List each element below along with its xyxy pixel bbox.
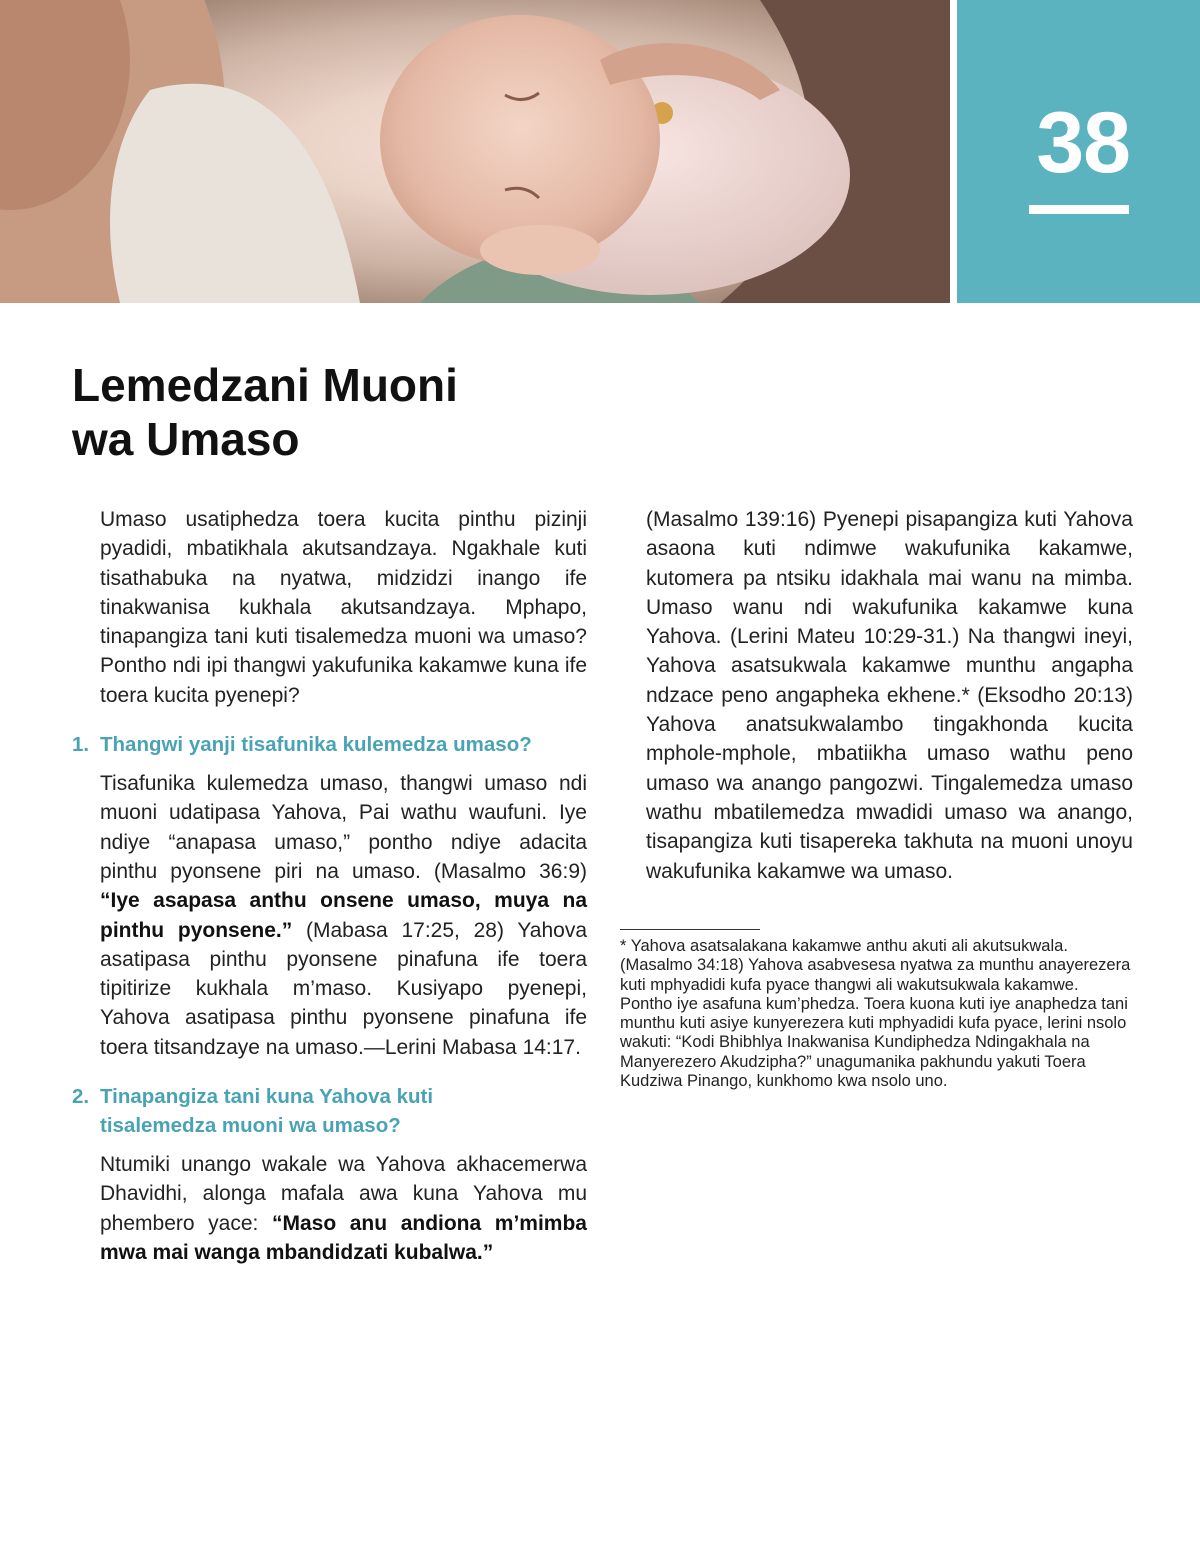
question-2-line-1: Tinapangiza tani kuna Yahova kuti [100, 1085, 434, 1109]
right-column [620, 505, 1133, 886]
answer-2-quote: “Maso anu andiona m’mimba mwa mai wanga mbandidzati kubalwa.” [100, 1211, 587, 1264]
question-2-number: 2. [72, 1085, 90, 1109]
title-line-1: Lemedzani Muoni [72, 359, 458, 411]
lesson-number-underline [1029, 205, 1129, 214]
footnote: * Yahova asatsalakana kakamwe anthu akuti ali akutsukwala. (Masalmo 34:18) Yahova asabvesesa nyatwa za munthu anayerezera kuti mphyadidi kufa pyace thangwi ali wakutsukwala kakamwe. Pontho iye asafuna kum’phedza. Toera kuona kuti iye anaphedza tani munthu kuti asiye kunyerezera kuti mphyadidi kufa pyace, lerini nsolo wakuti: “Kodi Bhibhlya Inakwanisa Kundiphedza Ndingakhala na Manyerezero Akudzipha?” unagumanika pakhundu yakuti Toera Kudziwa Pinango, kunkhomo kwa nsolo uno. [620, 937, 1131, 1091]
page-title [72, 358, 632, 466]
question-2 [72, 1082, 587, 1140]
answer-2-text-a: Ntumiki unango wakale wa Yahova akhacemerwa Dhavidhi, alonga mafala awa kuna Yahova mu phembero yace: [100, 1153, 587, 1235]
left-column [72, 505, 587, 1267]
footnote-divider [620, 929, 760, 930]
question-2-text [100, 1082, 587, 1140]
title-line-2: wa Umaso [72, 413, 300, 465]
lesson-number-tab [957, 0, 1200, 303]
question-1 [72, 730, 587, 759]
answer-1-paragraph [72, 769, 587, 1062]
question-1-number: 1. [72, 733, 90, 757]
answer-2-continuation: (Masalmo 139:16) Pyenepi pisapangiza kuti Yahova asaona kuti ndimwe wakufunika kakamwe, kutomera pa ntsiku idakhala mai wanu na mimba. Umaso wanu ndi wakufunika kakamwe kuna Yahova. (Lerini Mateu 10:29-31.) Na thangwi ineyi, Yahova asatsukwala kakamwe munthu angapha ndzace peno angapheka ekhene.* (Eksodho 20:13) Yahova anatsukwalambo tingakhonda kucita mphole-mphole, mbatiikha umaso wathu peno umaso wa anango pangozwi. Tingalemedza umaso wathu mbatilemedza mwadidi umaso wa anango, tisapangiza kuti tisapereka takhuta na muoni unoyu wakufunika kakamwe wa umaso. [646, 508, 1133, 883]
answer-1-text-b: (Mabasa 17:25, 28) Yahova asatipasa pinthu pyonsene pinafuna ife toera tipitirize kukhala m’maso. Kusiyapo pyenepi, Yahova asatipasa pinthu pyonsene pinafuna ife toera titsandzaye na umaso.—Lerini Mabasa 14:17. [100, 918, 587, 1059]
answer-1-text-a: Tisafunika kulemedza umaso, thangwi umaso ndi muoni udatipasa Yahova, Pai wathu waufuni. Iye ndiye “anapasa umaso,” pontho ndiye adacita pinthu pyonsene piri na umaso. (Masalmo 36:9) [100, 772, 587, 883]
hero-image [0, 0, 950, 303]
lesson-number: 38 [1036, 95, 1130, 191]
answer-1-quote: “Iye asapasa anthu onsene umaso, muya na pinthu pyonsene.” [100, 889, 587, 942]
intro-paragraph: Umaso usatiphedza toera kucita pinthu pizinji pyadidi, mbatikhala akutsandzaya. Ngakhale kuti tisathabuka na nyatwa, midzidzi inango ife tinakwanisa kukhala akutsandzaya. Mphapo, tinapangiza tani kuti tisalemedza muoni wa umaso? Pontho ndi ipi thangwi yakufunika kakamwe kuna ife toera kucita pyenepi? [100, 508, 587, 707]
baby-photo [0, 0, 950, 303]
question-2-line-2: tisalemedza muoni wa umaso? [100, 1114, 401, 1138]
question-1-text: Thangwi yanji tisafunika kulemedza umaso? [100, 733, 532, 757]
sweater [110, 84, 360, 303]
answer-2-paragraph [72, 1150, 587, 1267]
